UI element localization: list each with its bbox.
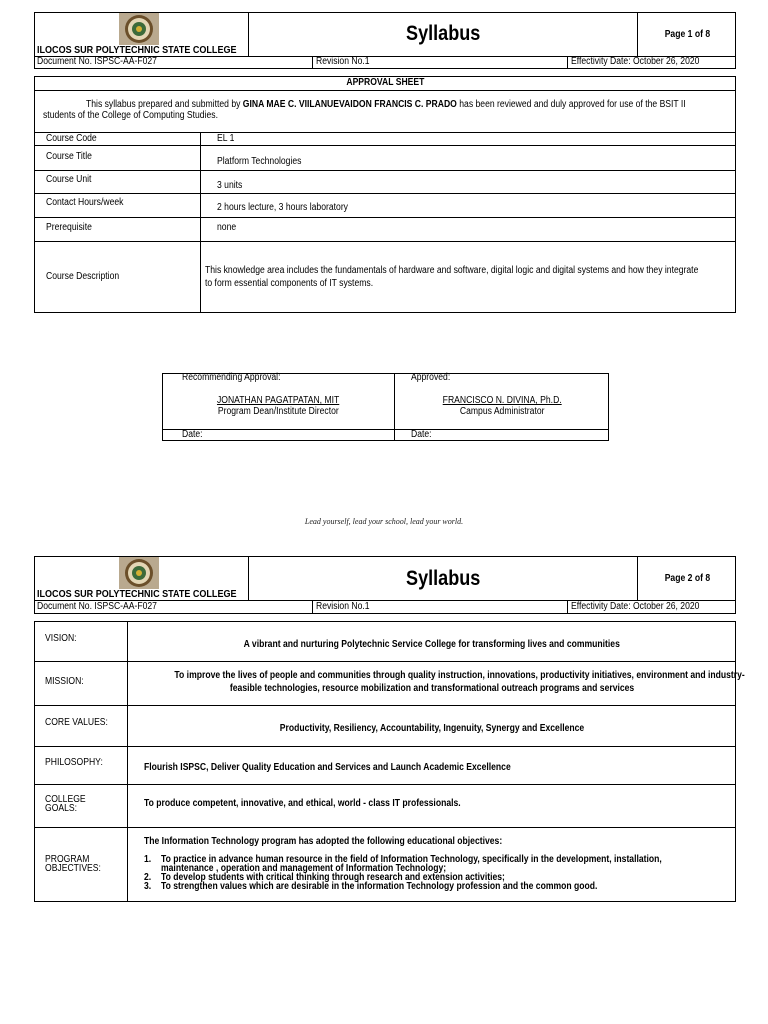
page-2	[0, 540, 768, 1024]
recommending-title: Program Dean/Institute Director	[217, 406, 339, 417]
doc-title: Syllabus	[405, 22, 481, 45]
row-value-course-unit: 3 units	[217, 180, 243, 191]
objective-1-text-1: To practice in advance human resource in the field of Information Technology, specifically in the development, installation,	[161, 854, 662, 865]
date-right: Date:	[411, 429, 432, 440]
recommending-name: JONATHAN PAGATPATAN, MIT	[216, 395, 340, 406]
preparer-names: GINA MAE C. VIILANUEVAIDON FRANCIS C. PRADO	[242, 99, 457, 110]
objectives-intro: The Information Technology program has adopted the following educational objectives:	[144, 836, 503, 847]
row-label-prerequisite: Prerequisite	[46, 222, 92, 233]
college-logo	[119, 13, 159, 45]
college-name: ILOCOS SUR POLYTECHNIC STATE COLLEGE	[37, 44, 237, 56]
row-value-course-description-2: to form essential components of IT systems.	[205, 278, 374, 289]
row-value-course-description-1: This knowledge area includes the fundamentals of hardware and software, digital logic and digital systems and how they integrate	[205, 265, 699, 276]
college-goals-text: To produce competent, innovative, and ethical, world - class IT professionals.	[144, 798, 461, 809]
objective-1-number: 1.	[144, 854, 152, 865]
vision-text: A vibrant and nurturing Polytechnic Service College for transforming lives and communities	[243, 639, 621, 650]
objective-3-text: To strengthen values which are desirable in the information Technology profession and the common good.	[161, 881, 598, 892]
page-label: Page 1 of 8	[664, 29, 710, 40]
college-goals-label-1: COLLEGE	[45, 794, 86, 805]
philosophy-label: PHILOSOPHY:	[45, 757, 103, 768]
date-left: Date:	[182, 429, 203, 440]
revision-number: Revision No.1	[316, 56, 370, 67]
mission-text-1: To improve the lives of people and communities through quality instruction, innovations, productivity initiatives, environment and industry-	[174, 670, 745, 681]
page-label: Page 2 of 8	[664, 573, 710, 584]
row-label-course-code: Course Code	[46, 133, 97, 144]
mission-text-2: feasible technologies, resource mobilization and transformational outreach programs and services	[229, 683, 635, 694]
approved-name: FRANCISCO N. DIVINA, Ph.D.	[442, 395, 562, 406]
objective-3-number: 3.	[144, 881, 152, 892]
revision-number: Revision No.1	[316, 601, 370, 612]
core-values-text: Productivity, Resiliency, Accountability, Ingenuity, Synergy and Excellence	[279, 723, 585, 734]
row-label-course-title: Course Title	[46, 151, 92, 162]
row-label-course-unit: Course Unit	[46, 174, 92, 185]
approved-title: Campus Administrator	[459, 406, 545, 417]
core-values-label: CORE VALUES:	[45, 717, 108, 728]
row-label-contact-hours: Contact Hours/week	[46, 197, 124, 208]
motto: Lead yourself, lead your school, lead your world.	[304, 517, 464, 526]
approved-label: Approved:	[411, 372, 451, 383]
college-goals-label-2: GOALS:	[45, 803, 78, 814]
objective-2-text: To develop students with critical thinking through research and extension activities;	[161, 872, 505, 883]
college-name: ILOCOS SUR POLYTECHNIC STATE COLLEGE	[37, 588, 237, 600]
objective-1-text-2: maintenance , operation and management of Information Technology;	[161, 863, 447, 874]
document-number: Document No. ISPSC-AA-F027	[37, 601, 157, 612]
document-number: Document No. ISPSC-AA-F027	[37, 56, 157, 67]
row-value-contact-hours: 2 hours lecture, 3 hours laboratory	[217, 202, 348, 213]
college-logo	[119, 557, 159, 589]
row-value-prerequisite: none	[217, 222, 237, 233]
row-value-course-code: EL 1	[217, 133, 235, 144]
recommending-label: Recommending Approval:	[182, 372, 281, 383]
approval-intro-line2: students of the College of Computing Studies.	[43, 110, 218, 121]
objective-2-number: 2.	[144, 872, 152, 883]
approval-heading: APPROVAL SHEET	[345, 77, 425, 88]
approval-intro: This syllabus prepared and submitted by GINA MAE C. VIILANUEVAIDON FRANCIS C. PRADO has been reviewed and duly approved for use of the BSIT II	[86, 99, 686, 110]
effectivity-date: Effectivity Date: October 26, 2020	[571, 601, 700, 612]
row-value-course-title: Platform Technologies	[217, 156, 302, 167]
philosophy-text: Flourish ISPSC, Deliver Quality Education and Services and Launch Academic Excellence	[144, 762, 511, 773]
effectivity-date: Effectivity Date: October 26, 2020	[571, 56, 700, 67]
row-label-course-description: Course Description	[46, 271, 120, 282]
mission-label: MISSION:	[45, 676, 84, 687]
vision-label: VISION:	[45, 633, 77, 644]
program-objectives-label-1: PROGRAM	[45, 854, 90, 865]
doc-title: Syllabus	[405, 567, 481, 590]
program-objectives-label-2: OBJECTIVES:	[45, 863, 101, 874]
